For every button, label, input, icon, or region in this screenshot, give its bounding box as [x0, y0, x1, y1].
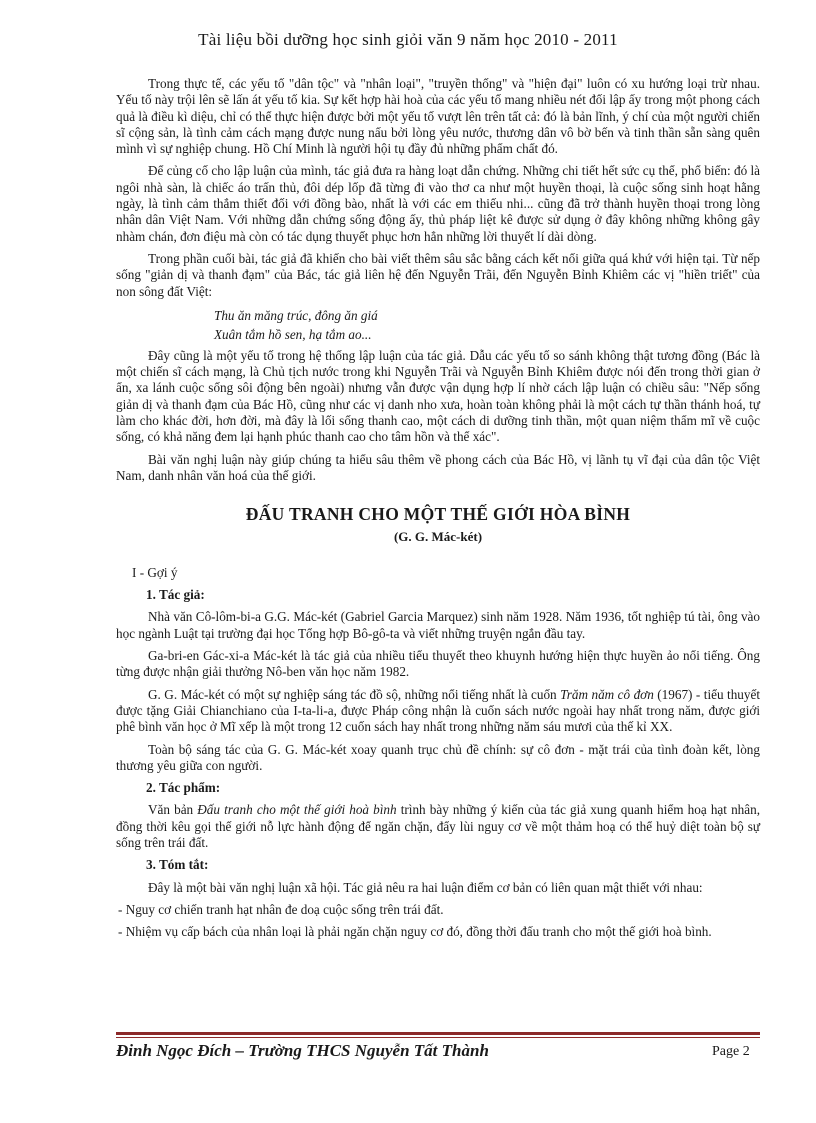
section-heading: I - Gợi ý [132, 564, 178, 580]
page-number: Page 2 [712, 1044, 750, 1059]
page-header: Tài liệu bồi dưỡng học sinh giỏi văn 9 năm học 2010 - 2011 [198, 30, 618, 49]
page-content [116, 76, 760, 946]
footer-divider [116, 1032, 760, 1035]
paragraph: Trong thực tế, các yếu tố "dân tộc" và "nhân loại", "truyền thống" và "hiện đại" luôn có xu hướng loại trừ nhau. Yếu tố này trội lên sẽ lấn át yếu tố kia. Sự kết hợp hài hoà của các yếu tố mang nhiều nét đối lập ấy trong một phong cách quả là điều kì diệu, chỉ có thể thực hiện được bởi một yếu tố vượt lên trên tất cả: đó là bản lĩnh, ý chí của một người chiến sĩ cộng sản, là tình cảm cách mạng được nung nấu bởi lòng yêu nước, thương dân vô bờ bến và tinh thần sẵn sàng quên mình vì sự nghiệp chung. Hồ Chí Minh là người hội tụ đầy đủ những phẩm chất đó. [116, 76, 760, 157]
paragraph: Văn bản Đấu tranh cho một thế giới hoà bình trình bày những ý kiến của tác giả xung quanh hiểm hoạ hạt nhân, đồng thời kêu gọi thế giới nỗ lực hành động để ngăn chặn, đẩy lùi nguy cơ về một thảm hoạ có thể huỷ diệt toàn bộ sự sống trên trái đất. [116, 802, 760, 850]
list-item: - Nguy cơ chiến tranh hạt nhân đe doạ cuộc sống trên trái đất. [118, 901, 444, 917]
footer-divider-thin [116, 1037, 760, 1038]
paragraph: Để củng cố cho lập luận của mình, tác giả đưa ra hàng loạt dẫn chứng. Những chi tiết hết sức cụ thể, phổ biến: đó là ngôi nhà sàn, là chiếc áo trấn thủ, đôi dép lốp đã từng đi vào thơ ca như một huyền thoại, là cuộc sống sinh hoạt hằng ngày, là tình cảm thắm thiết đối với đồng bào, nhất là với các em thiếu nhi... cũng đã trở thành huyền thoại trong lòng nhân dân Việt Nam. Với những dẫn chứng sống động ấy, thủ pháp liệt kê được sử dụng ở đây không những không gây nhàm chán, đơn điệu mà còn có tác dụng thuyết phục hơn hẳn những lời thuyết lí dài dòng. [116, 163, 760, 244]
paragraph: Bài văn nghị luận này giúp chúng ta hiểu sâu thêm về phong cách của Bác Hồ, vị lãnh tụ vĩ đại của dân tộc Việt Nam, danh nhân văn hoá của thế giới. [116, 451, 760, 483]
paragraph: Đây là một bài văn nghị luận xã hội. Tác giả nêu ra hai luận điểm cơ bản có liên quan mật thiết với nhau: [148, 879, 703, 895]
section-author: (G. G. Mác-két) [393, 528, 483, 544]
footer-author: Đinh Ngọc Đích – Trường THCS Nguyễn Tất Thành [116, 1041, 489, 1060]
item-label-work: 2. Tác phẩm: [146, 780, 221, 796]
poem-line: Thu ăn măng trúc, đông ăn giá [214, 307, 378, 323]
paragraph: Ga-bri-en Gác-xi-a Mác-két là tác giả của nhiều tiểu thuyết theo khuynh hướng hiện thực huyền ảo nổi tiếng. Ông từng được nhận giải thưởng Nô-ben văn học năm 1982. [116, 648, 760, 680]
paragraph: G. G. Mác-két có một sự nghiệp sáng tác đồ sộ, những nổi tiếng nhất là cuốn Trăm năm cô đơn (1967) - tiểu thuyết được tặng Giải Chianchiano của I-ta-li-a, được Pháp công nhận là cuốn sách nước ngoài hay nhất trong năm, được giới phê bình văn học ở Mĩ xếp là một trong 12 cuốn sách hay nhất trong những năm sáu mươi của thế kỉ XX. [116, 686, 760, 735]
paragraph: Trong phần cuối bài, tác giả đã khiến cho bài viết thêm sâu sắc bằng cách kết nối giữa quá khứ với hiện tại. Từ nếp sống "giản dị và thanh đạm" của Bác, tác giả liên hệ đến Nguyễn Trãi, đến Nguyễn Bỉnh Khiêm các vị "hiền triết" của non sông đất Việt: [116, 250, 760, 299]
item-label-author: 1. Tác giả: [146, 587, 205, 603]
book-title: Trăm năm cô đơn [560, 686, 654, 702]
paragraph: Đây cũng là một yếu tố trong hệ thống lập luận của tác giả. Dẫu các yếu tố so sánh không thật tương đồng (Bác là một chiến sĩ cách mạng, là Chủ tịch nước trong khi Nguyễn Trãi và Nguyễn Bỉnh Khiêm được nói đến trong thời gian ở ẩn, xa lánh cuộc sống sôi động bên ngoài) nhưng vẫn được vận dụng hợp lí nhờ cách lập luận có chiều sâu: "Nếp sống giản dị và thanh đạm của Bác Hồ, cũng như các vị danh nho xưa, hoàn toàn không phải là một cách tự thần thánh hoá, tự làm cho khác đời, hơn đời, mà đây là lối sống thanh cao, một cách di dưỡng tinh thần, một quan niệm thẩm mĩ về cuộc sống, có khả năng đem lại hạnh phúc thanh cao cho tâm hồn và thể xác". [116, 347, 760, 445]
paragraph: Toàn bộ sáng tác của G. G. Mác-két xoay quanh trục chủ đề chính: sự cô đơn - mặt trái của tình đoàn kết, lòng thương yêu giữa con người. [116, 741, 760, 773]
work-title: Đấu tranh cho một thế giới hoà bình [197, 802, 397, 818]
poem-line: Xuân tắm hồ sen, hạ tắm ao... [214, 326, 372, 342]
poem-quote [214, 306, 760, 344]
section-title: ĐẤU TRANH CHO MỘT THẾ GIỚI HÒA BÌNH [245, 504, 631, 525]
paragraph: Nhà văn Cô-lôm-bi-a G.G. Mác-két (Gabriel Garcia Marquez) sinh năm 1928. Năm 1936, tốt nghiệp tú tài, ông vào học ngành Luật tại trường đại học Tổng hợp Bô-gô-ta và viết những truyện ngắn đầu tay. [116, 609, 760, 641]
list-item: - Nhiệm vụ cấp bách của nhân loại là phải ngăn chặn nguy cơ đó, đồng thời đấu tranh cho một thế giới hoà bình. [118, 924, 712, 940]
item-label-summary: 3. Tóm tắt: [146, 857, 209, 873]
